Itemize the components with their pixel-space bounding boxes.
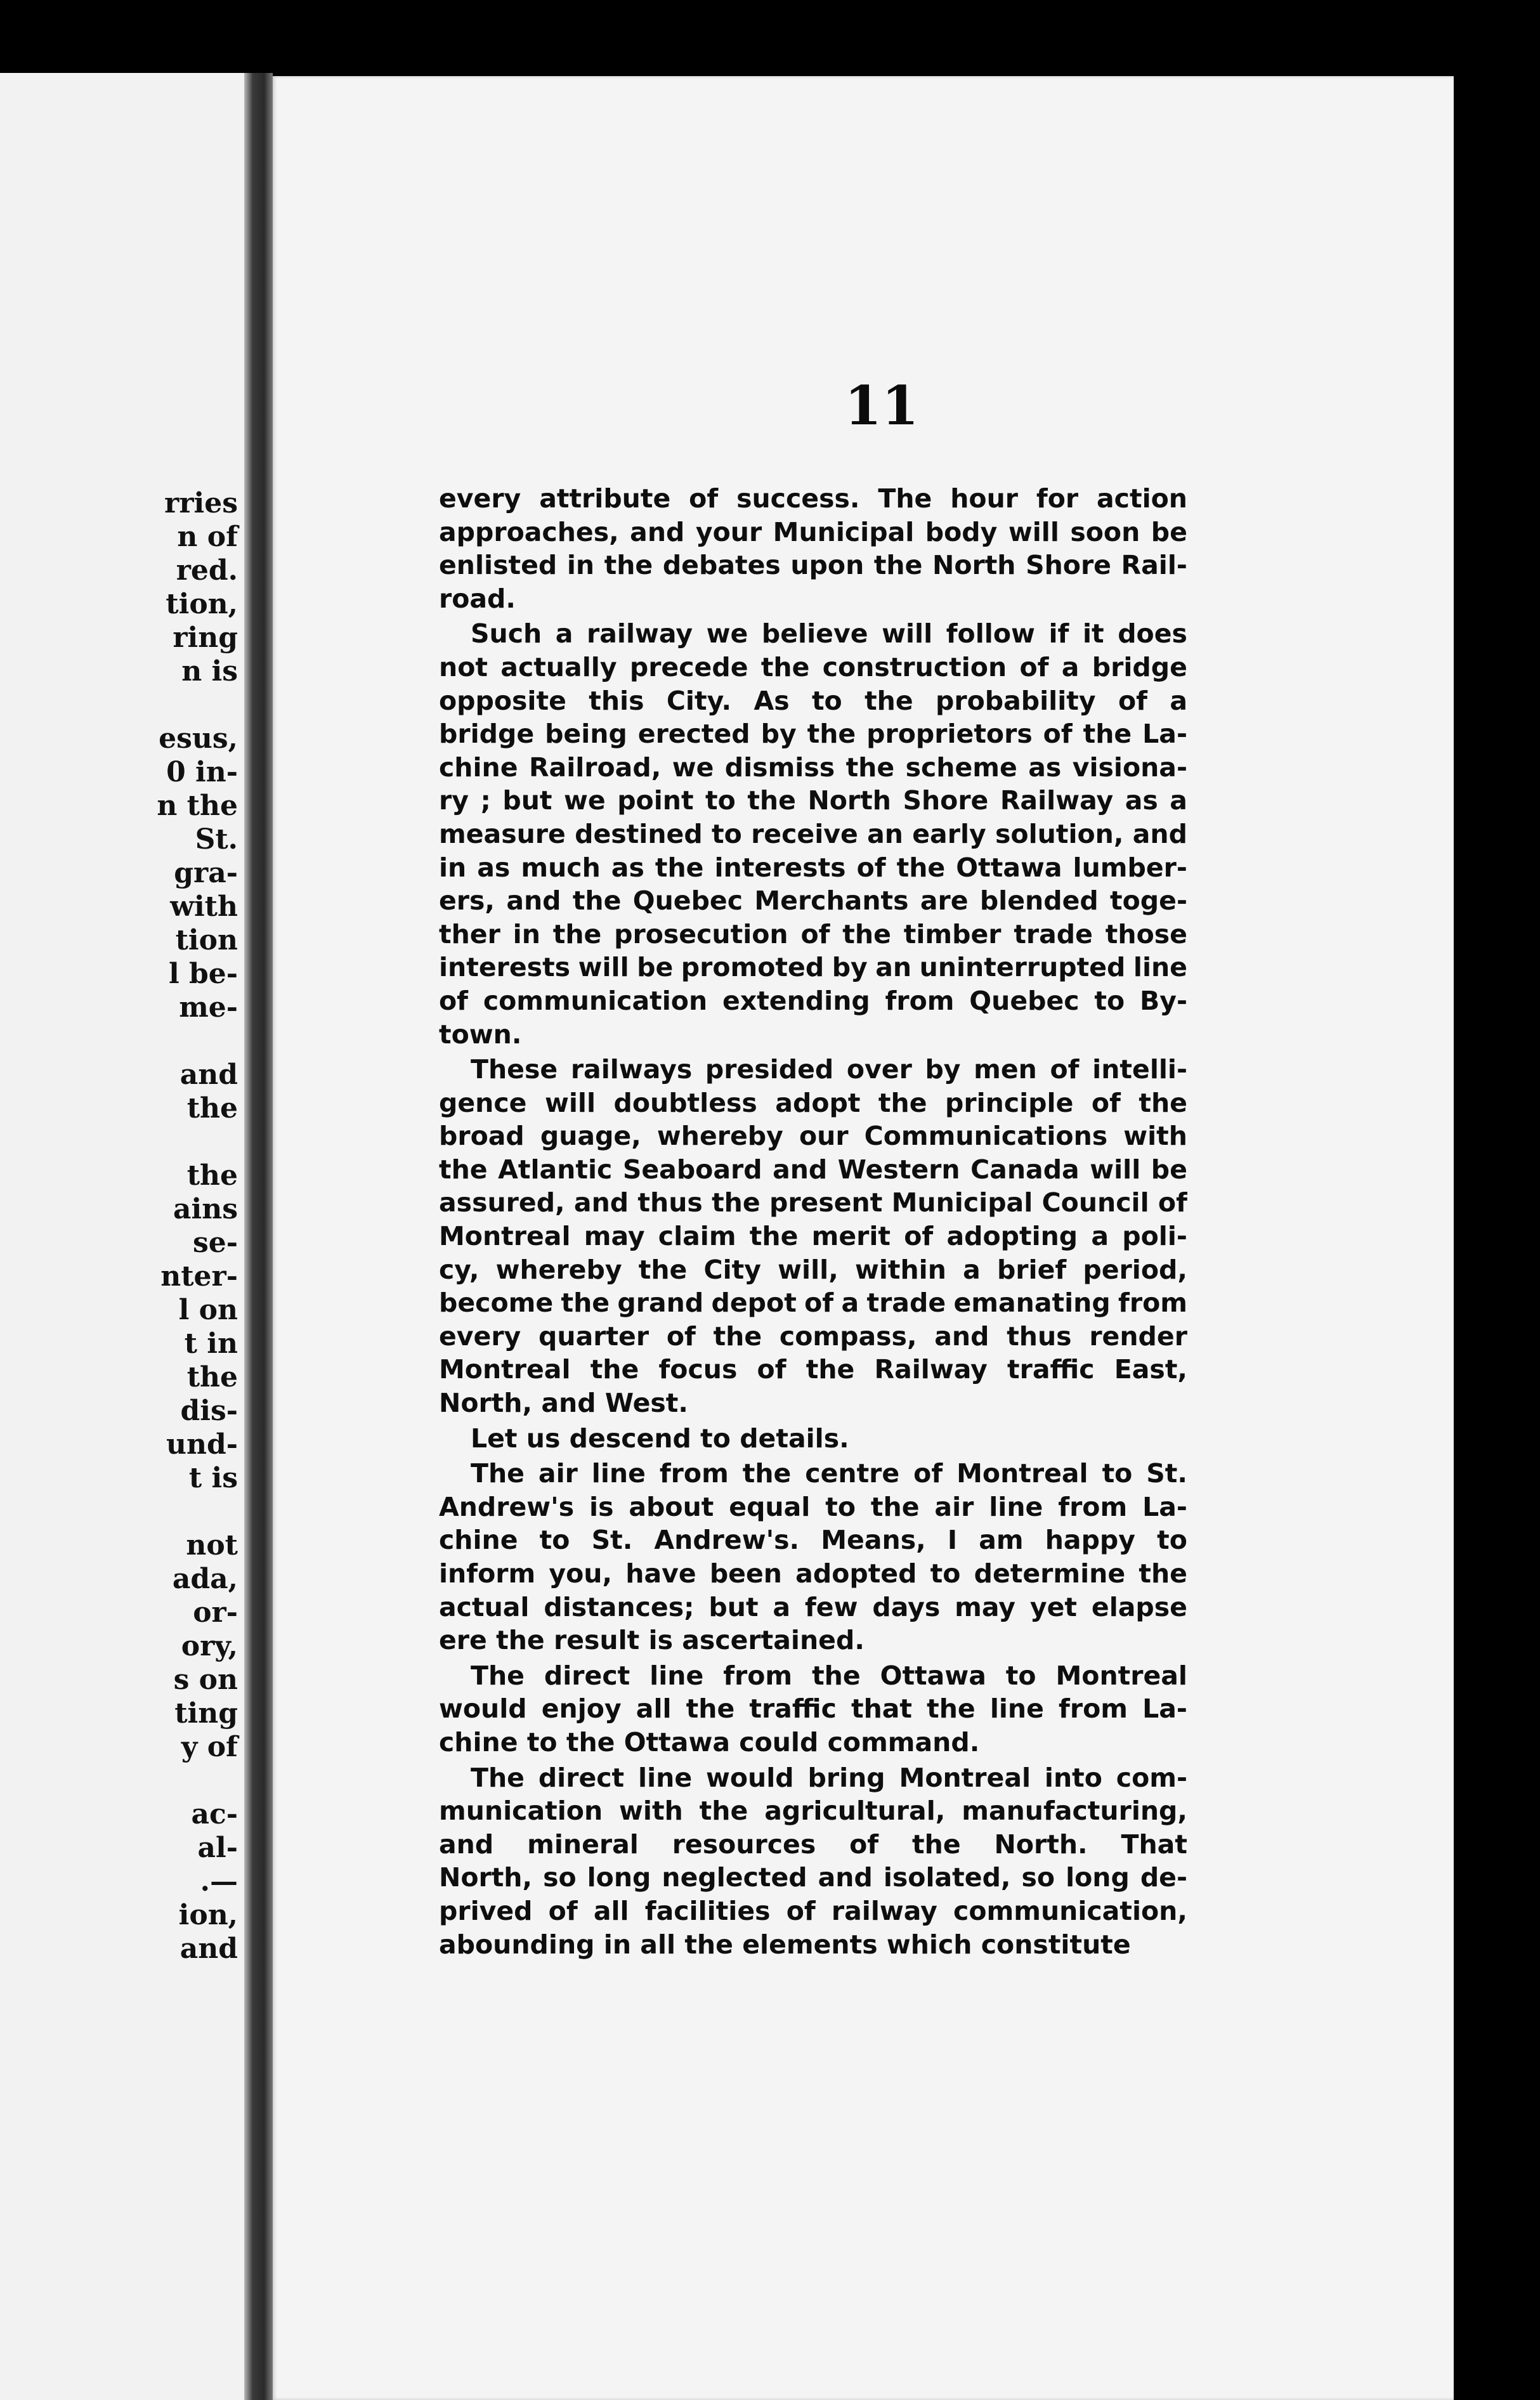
facing-page-fragment: [48, 1495, 238, 1529]
facing-page-fragment: tion,: [166, 588, 238, 620]
facing-page-fragment: ains: [173, 1193, 238, 1225]
text-line: North, and West.: [439, 1388, 688, 1419]
text-line: measure destined to receive an early solution, and: [439, 818, 1187, 849]
text-line: of communication extending from Quebec to By-: [439, 985, 1187, 1016]
text-line: assured, and thus the present Municipal Council of: [439, 1187, 1187, 1218]
facing-page-fragment: t in: [184, 1327, 238, 1360]
facing-page-fragment: s on: [173, 1664, 238, 1696]
facing-page-fragment: l be-: [168, 958, 238, 990]
facing-page: [0, 73, 244, 2400]
facing-page-fragment: 0 in-: [166, 756, 238, 788]
text-line: These railways presided over by men of intelli-: [471, 1054, 1187, 1085]
facing-page-fragment: [48, 688, 238, 722]
text-line: become the grand depot of a trade emanating from: [439, 1288, 1187, 1319]
facing-page-fragment: ac-: [191, 1798, 238, 1830]
facing-page-fragment: al-: [197, 1832, 238, 1864]
page: [273, 76, 1454, 2400]
facing-page-fragment: .—: [200, 1865, 238, 1898]
text-line: abounding in all the elements which constitute: [439, 1929, 1131, 1960]
text-line: bridge being erected by the proprietors of the La-: [439, 719, 1187, 750]
text-line: inform you, have been adopted to determine the: [439, 1558, 1187, 1589]
facing-page-fragment: ory,: [181, 1630, 238, 1662]
text-line: in as much as the interests of the Ottawa lumber-: [439, 852, 1187, 883]
facing-page-fragment: se-: [192, 1227, 238, 1259]
text-line: The air line from the centre of Montreal to St.: [471, 1458, 1187, 1489]
facing-page-fragment: the: [186, 1092, 238, 1125]
text-line: cy, whereby the City will, within a brief period,: [439, 1254, 1187, 1285]
text-line: Montreal may claim the merit of adopting a poli-: [439, 1221, 1187, 1252]
text-line: enlisted in the debates upon the North Shore Rail-: [439, 550, 1187, 581]
facing-page-fragment: esus,: [159, 722, 238, 755]
facing-page-fragment: y of: [181, 1731, 238, 1763]
text-line: actual distances; but a few days may yet elapse: [439, 1591, 1187, 1622]
paragraph: [439, 482, 1187, 615]
text-line: broad guage, whereby our Communications with: [439, 1121, 1187, 1152]
facing-page-fragment: ion,: [178, 1899, 238, 1931]
text-line: would enjoy all the traffic that the line from La-: [439, 1693, 1187, 1725]
text-line: Such a railway we believe will follow if it does: [471, 618, 1187, 649]
text-line: prived of all facilities of railway communication,: [439, 1895, 1187, 1926]
paragraph: [439, 1422, 1187, 1456]
facing-page-fragment: or-: [193, 1596, 238, 1629]
book-binding-gutter: [244, 73, 273, 2400]
facing-page-fragment: l on: [178, 1294, 238, 1326]
facing-page-text: [48, 486, 238, 1966]
text-line: interests will be promoted by an uninterrupted line: [439, 952, 1187, 983]
facing-page-fragment: nter-: [160, 1260, 238, 1293]
facing-page-fragment: n the: [157, 790, 238, 822]
facing-page-fragment: rries: [164, 487, 238, 519]
facing-page-fragment: n is: [181, 655, 238, 688]
facing-page-fragment: the: [186, 1361, 238, 1393]
facing-page-fragment: not: [186, 1529, 238, 1562]
text-line: Andrew's is about equal to the air line from La-: [439, 1491, 1187, 1522]
facing-page-fragment: tion: [175, 924, 238, 956]
facing-page-fragment: t is: [188, 1462, 238, 1494]
text-line: The direct line from the Ottawa to Montreal: [471, 1660, 1187, 1691]
text-line: chine to the Ottawa could command.: [439, 1726, 980, 1758]
text-line: every attribute of success. The hour for action: [439, 483, 1187, 514]
facing-page-fragment: ring: [173, 622, 238, 654]
text-line: Montreal the focus of the Railway traffic East,: [439, 1354, 1187, 1385]
text-line: ry ; but we point to the North Shore Railway as a: [439, 785, 1187, 816]
facing-page-fragment: dis-: [180, 1395, 238, 1427]
text-line: approaches, and your Municipal body will soon be: [439, 516, 1187, 547]
facing-page-fragment: [48, 1024, 238, 1058]
text-line: chine to St. Andrew's. Means, I am happy to: [439, 1525, 1187, 1556]
facing-page-fragment: St.: [195, 823, 238, 856]
text-line: the Atlantic Seaboard and Western Canada will be: [439, 1154, 1187, 1185]
text-line: not actually precede the construction of a bridge: [439, 651, 1187, 682]
facing-page-fragment: und-: [166, 1428, 238, 1461]
text-line: every quarter of the compass, and thus render: [439, 1321, 1187, 1352]
facing-page-fragment: gra-: [174, 857, 238, 889]
facing-page-fragment: and: [179, 1059, 238, 1091]
text-line: and mineral resources of the North. That: [439, 1829, 1187, 1860]
facing-page-fragment: the: [186, 1159, 238, 1192]
facing-page-fragment: [48, 1764, 238, 1797]
text-line: munication with the agricultural, manufacturing,: [439, 1796, 1187, 1827]
facing-page-fragment: with: [170, 890, 238, 923]
paragraph: [439, 1053, 1187, 1420]
facing-page-fragment: n of: [177, 521, 238, 553]
facing-page-fragment: ada,: [172, 1563, 238, 1595]
text-line: gence will doubtless adopt the principle of the: [439, 1087, 1187, 1118]
body-text: [439, 482, 1187, 1963]
page-number: 11: [844, 374, 919, 437]
facing-page-fragment: [48, 1125, 238, 1159]
facing-page-fragment: ting: [174, 1697, 238, 1730]
facing-page-fragment: red.: [176, 554, 238, 587]
text-line: Let us descend to details.: [471, 1423, 849, 1454]
text-line: town.: [439, 1019, 522, 1050]
text-line: road.: [439, 583, 516, 614]
facing-page-fragment: and: [179, 1933, 238, 1965]
text-line: The direct line would bring Montreal into com-: [471, 1762, 1187, 1793]
text-line: North, so long neglected and isolated, so long de-: [439, 1862, 1187, 1893]
text-line: ere the result is ascertained.: [439, 1625, 865, 1656]
text-line: chine Railroad, we dismiss the scheme as visiona-: [439, 752, 1187, 783]
text-line: ther in the prosecution of the timber trade those: [439, 918, 1187, 949]
facing-page-fragment: me-: [179, 991, 238, 1024]
paragraph: [439, 617, 1187, 1051]
text-line: ers, and the Quebec Merchants are blended toge-: [439, 885, 1187, 916]
paragraph: [439, 1659, 1187, 1759]
text-line: opposite this City. As to the probability of a: [439, 685, 1187, 716]
paragraph: [439, 1761, 1187, 1962]
paragraph: [439, 1457, 1187, 1657]
